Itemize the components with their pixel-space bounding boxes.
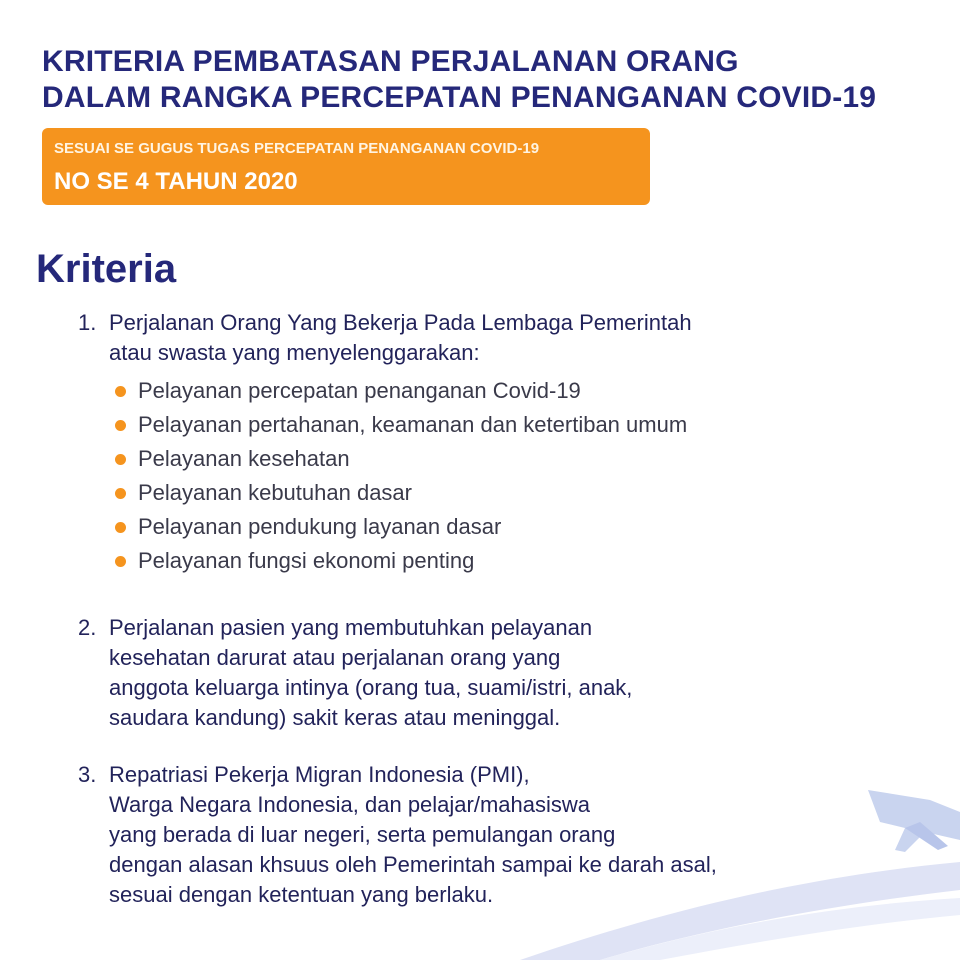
criterion-line: saudara kandung) sakit keras atau meninggal.: [109, 705, 561, 730]
criterion-1: [78, 308, 692, 368]
criterion-line: yang berada di luar negeri, serta pemulangan orang: [109, 822, 616, 847]
title-line-1: KRITERIA PEMBATASAN PERJALANAN ORANG: [42, 45, 739, 78]
bullet-dot-icon: [115, 522, 126, 533]
criterion-2: [78, 613, 632, 733]
criterion-line: Perjalanan pasien yang membutuhkan pelayanan: [109, 615, 593, 640]
criterion-line: dengan alasan khsuus oleh Pemerintah sampai ke darah asal,: [109, 852, 717, 877]
list-item: [113, 510, 687, 544]
criterion-number: 2.: [78, 615, 97, 640]
source-badge: [42, 128, 650, 205]
criterion-line: kesehatan darurat atau perjalanan orang yang: [109, 645, 561, 670]
bullet-dot-icon: [115, 386, 126, 397]
list-item: [113, 374, 687, 408]
list-item-label: Pelayanan fungsi ekonomi penting: [138, 548, 475, 573]
list-item: [113, 442, 687, 476]
service-list: [113, 374, 687, 578]
bullet-dot-icon: [115, 488, 126, 499]
list-item-label: Pelayanan pendukung layanan dasar: [138, 514, 502, 539]
airplane-icon: [868, 790, 960, 852]
section-heading: Kriteria: [36, 247, 177, 291]
criterion-line: Perjalanan Orang Yang Bekerja Pada Lembaga Pemerintah: [109, 310, 692, 335]
badge-subtitle: SESUAI SE GUGUS TUGAS PERCEPATAN PENANGANAN COVID-19: [54, 140, 540, 157]
list-item: [113, 408, 687, 442]
list-item: [113, 476, 687, 510]
criterion-line: anggota keluarga intinya (orang tua, suami/istri, anak,: [109, 675, 633, 700]
criterion-line: Repatriasi Pekerja Migran Indonesia (PMI),: [109, 762, 530, 787]
bullet-dot-icon: [115, 454, 126, 465]
list-item-label: Pelayanan kesehatan: [138, 446, 350, 471]
title-line-2: DALAM RANGKA PERCEPATAN PENANGANAN COVID-19: [42, 81, 877, 114]
list-item-label: Pelayanan percepatan penanganan Covid-19: [138, 378, 581, 403]
badge-number: NO SE 4 TAHUN 2020: [54, 168, 298, 195]
criterion-number: 1.: [78, 310, 97, 335]
list-item-label: Pelayanan pertahanan, keamanan dan ketertiban umum: [138, 412, 688, 437]
criterion-line: atau swasta yang menyelenggarakan:: [109, 340, 480, 365]
bullet-dot-icon: [115, 556, 126, 567]
page-title: [42, 44, 876, 116]
criterion-line: Warga Negara Indonesia, dan pelajar/mahasiswa: [109, 792, 591, 817]
criterion-line: sesuai dengan ketentuan yang berlaku.: [109, 882, 494, 907]
criterion-3: [78, 760, 717, 910]
list-item: [113, 544, 687, 578]
criterion-number: 3.: [78, 762, 97, 787]
bullet-dot-icon: [115, 420, 126, 431]
list-item-label: Pelayanan kebutuhan dasar: [138, 480, 412, 505]
